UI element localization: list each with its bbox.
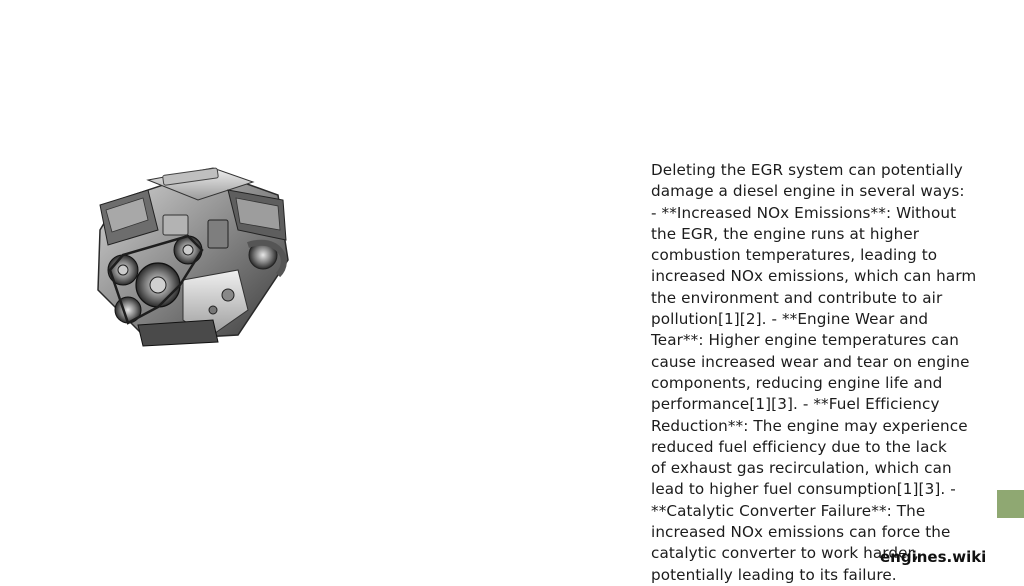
article-text (651, 160, 981, 586)
article-line: increased NOx emissions, which can harm (651, 267, 977, 286)
engine-image (88, 160, 298, 350)
article-line: of exhaust gas recirculation, which can (651, 459, 952, 478)
article-line: the EGR, the engine runs at higher (651, 224, 920, 243)
article-line: pollution[1][2]. - **Engine Wear and (651, 310, 929, 329)
article-line: cause increased wear and tear on engine (651, 352, 970, 371)
article-line: - **Increased NOx Emissions**: Without (651, 203, 957, 222)
article-line: **Catalytic Converter Failure**: The (651, 501, 926, 520)
brand-watermark: engines.wiki (880, 548, 987, 566)
article-line: increased NOx emissions can force the (651, 523, 951, 542)
article-line: the environment and contribute to air (651, 288, 943, 307)
article-line: reduced fuel efficiency due to the lack (651, 437, 947, 456)
article-line: performance[1][3]. - **Fuel Efficiency (651, 395, 940, 414)
article-line: damage a diesel engine in several ways: (651, 182, 965, 201)
article-line: Reduction**: The engine may experience (651, 416, 968, 435)
accent-tab (997, 490, 1024, 518)
article-line: lead to higher fuel consumption[1][3]. - (651, 480, 956, 499)
article-line: catalytic converter to work harder, (651, 544, 919, 563)
article-line: Deleting the EGR system can potentially (651, 161, 963, 179)
article-line: components, reducing engine life and (651, 373, 943, 392)
article-line: Tear**: Higher engine temperatures can (651, 331, 959, 350)
article-line: combustion temperatures, leading to (651, 246, 938, 265)
article-line: potentially leading to its failure. (651, 565, 897, 584)
